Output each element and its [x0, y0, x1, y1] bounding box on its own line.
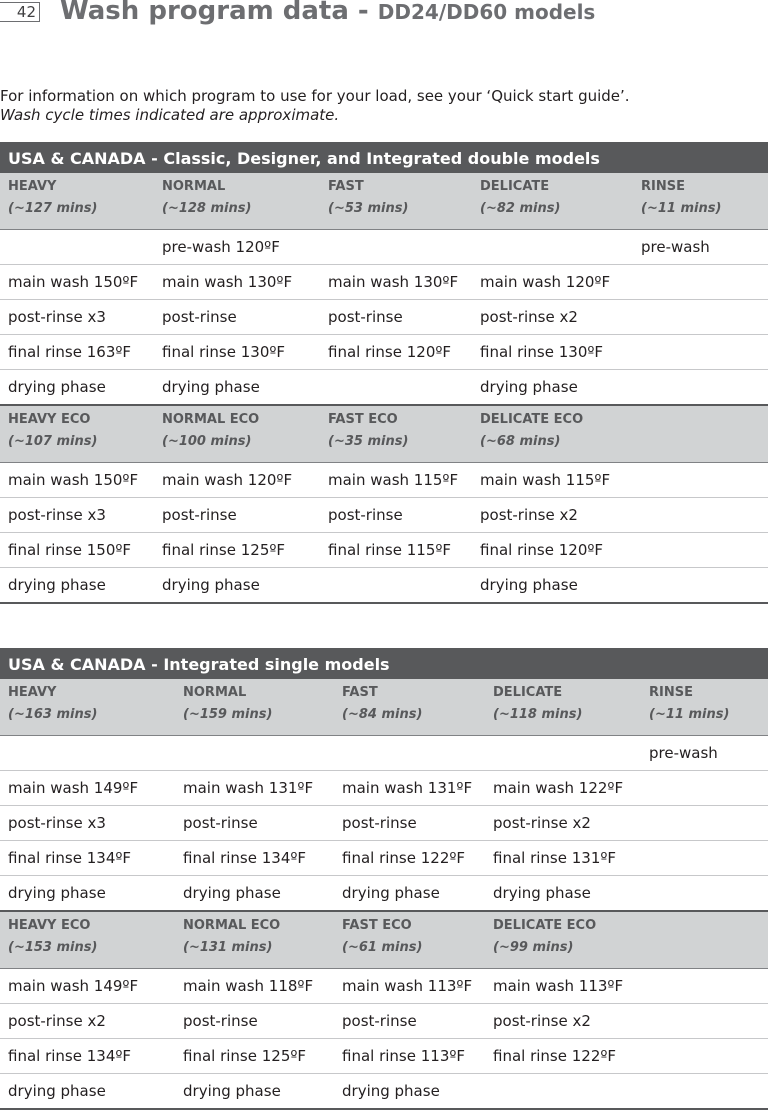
wash-program-table — [0, 679, 768, 1110]
phase-row — [0, 265, 768, 300]
phase-row — [0, 969, 768, 1004]
phase-cell: final rinse 113ºF — [334, 1039, 485, 1074]
phase-cell: main wash 115ºF — [320, 463, 472, 498]
phase-cell — [0, 230, 154, 265]
program-header-cell — [633, 173, 768, 230]
program-duration: (~61 mins) — [342, 940, 423, 955]
phase-cell: main wash 149ºF — [0, 969, 175, 1004]
phase-cell: drying phase — [472, 370, 633, 406]
phase-cell: final rinse 134ºF — [0, 841, 175, 876]
phase-row — [0, 841, 768, 876]
phase-row — [0, 335, 768, 370]
phase-row — [0, 1004, 768, 1039]
phase-cell: drying phase — [485, 876, 641, 912]
phase-cell — [641, 771, 768, 806]
phase-cell — [0, 736, 175, 771]
phase-cell: final rinse 163ºF — [0, 335, 154, 370]
phase-cell: post-rinse — [154, 498, 320, 533]
program-duration: (~68 mins) — [480, 434, 561, 449]
intro-note: Wash cycle times indicated are approximate. — [0, 106, 340, 124]
program-name: RINSE — [649, 685, 693, 700]
phase-cell: main wash 122ºF — [485, 771, 641, 806]
phase-cell: final rinse 125ºF — [154, 533, 320, 568]
program-header-cell — [472, 173, 633, 230]
phase-cell — [641, 841, 768, 876]
phase-row — [0, 230, 768, 265]
phase-cell: post-rinse x2 — [0, 1004, 175, 1039]
phase-cell: main wash 131ºF — [334, 771, 485, 806]
phase-cell — [633, 335, 768, 370]
phase-cell — [633, 533, 768, 568]
phase-cell: main wash 113ºF — [334, 969, 485, 1004]
program-header-cell — [334, 911, 485, 969]
program-name: FAST ECO — [328, 412, 398, 427]
phase-cell: post-rinse x3 — [0, 498, 154, 533]
phase-cell: main wash 131ºF — [175, 771, 334, 806]
program-name: FAST — [328, 179, 364, 194]
phase-cell: final rinse 134ºF — [175, 841, 334, 876]
phase-cell — [633, 463, 768, 498]
phase-cell: final rinse 150ºF — [0, 533, 154, 568]
phase-cell — [485, 1074, 641, 1110]
phase-cell: final rinse 130ºF — [472, 335, 633, 370]
program-name: HEAVY ECO — [8, 918, 91, 933]
program-name: FAST ECO — [342, 918, 412, 933]
program-name: HEAVY — [8, 179, 57, 194]
phase-cell: main wash 130ºF — [320, 265, 472, 300]
wash-program-table — [0, 173, 768, 604]
phase-row — [0, 300, 768, 335]
phase-cell: post-rinse — [154, 300, 320, 335]
page-number: 42 — [0, 2, 40, 22]
phase-cell: main wash 150ºF — [0, 463, 154, 498]
phase-cell — [320, 370, 472, 406]
program-header-cell — [0, 679, 175, 736]
phase-row — [0, 771, 768, 806]
program-name: DELICATE — [480, 179, 550, 194]
phase-cell: final rinse 122ºF — [485, 1039, 641, 1074]
phase-cell: drying phase — [154, 568, 320, 604]
phase-cell: main wash 130ºF — [154, 265, 320, 300]
phase-cell: drying phase — [334, 876, 485, 912]
phase-cell — [641, 1004, 768, 1039]
section-title: USA & CANADA - Classic, Designer, and Integrated double models — [0, 142, 768, 173]
section-single-models — [0, 648, 768, 1110]
program-header-row — [0, 679, 768, 736]
phase-cell: post-rinse — [320, 300, 472, 335]
program-header-row — [0, 911, 768, 969]
phase-cell — [320, 230, 472, 265]
program-header-cell — [320, 405, 472, 463]
phase-cell: post-rinse x2 — [472, 300, 633, 335]
phase-cell: drying phase — [175, 876, 334, 912]
program-header-row — [0, 405, 768, 463]
phase-cell: post-rinse x2 — [472, 498, 633, 533]
program-name: HEAVY — [8, 685, 57, 700]
phase-cell: post-rinse — [175, 1004, 334, 1039]
page-title-main: Wash program data - — [60, 0, 378, 26]
program-header-cell — [485, 911, 641, 969]
phase-cell — [633, 265, 768, 300]
phase-cell: post-rinse — [334, 1004, 485, 1039]
program-header-cell — [641, 911, 768, 969]
program-duration: (~153 mins) — [8, 940, 98, 955]
program-header-cell — [0, 405, 154, 463]
program-header-cell — [485, 679, 641, 736]
program-name: NORMAL ECO — [183, 918, 281, 933]
phase-row — [0, 568, 768, 604]
phase-cell: post-rinse x3 — [0, 300, 154, 335]
phase-row — [0, 463, 768, 498]
phase-row — [0, 498, 768, 533]
phase-cell — [641, 806, 768, 841]
phase-cell: post-rinse x2 — [485, 1004, 641, 1039]
program-duration: (~35 mins) — [328, 434, 409, 449]
phase-cell: final rinse 125ºF — [175, 1039, 334, 1074]
phase-cell: pre-wash — [641, 736, 768, 771]
phase-cell: main wash 150ºF — [0, 265, 154, 300]
program-duration: (~84 mins) — [342, 707, 423, 722]
program-header-cell — [154, 405, 320, 463]
program-duration: (~127 mins) — [8, 201, 98, 216]
program-name: HEAVY ECO — [8, 412, 91, 427]
phase-cell: drying phase — [0, 876, 175, 912]
phase-cell: drying phase — [154, 370, 320, 406]
phase-row — [0, 806, 768, 841]
program-name: DELICATE ECO — [480, 412, 584, 427]
phase-cell: main wash 120ºF — [472, 265, 633, 300]
program-duration: (~131 mins) — [183, 940, 273, 955]
program-duration: (~53 mins) — [328, 201, 409, 216]
program-header-cell — [320, 173, 472, 230]
phase-cell — [485, 736, 641, 771]
phase-row — [0, 370, 768, 406]
phase-row — [0, 736, 768, 771]
phase-cell: final rinse 130ºF — [154, 335, 320, 370]
section-double-models — [0, 142, 768, 604]
program-duration: (~11 mins) — [649, 707, 730, 722]
phase-cell: post-rinse x3 — [0, 806, 175, 841]
program-header-cell — [175, 679, 334, 736]
phase-cell: drying phase — [175, 1074, 334, 1110]
phase-cell — [633, 370, 768, 406]
program-header-cell — [633, 405, 768, 463]
phase-cell: main wash 115ºF — [472, 463, 633, 498]
phase-cell: pre-wash — [633, 230, 768, 265]
phase-cell: post-rinse — [320, 498, 472, 533]
phase-cell — [175, 736, 334, 771]
phase-cell: main wash 120ºF — [154, 463, 320, 498]
phase-cell: drying phase — [472, 568, 633, 604]
phase-cell: final rinse 122ºF — [334, 841, 485, 876]
program-duration: (~163 mins) — [8, 707, 98, 722]
phase-cell: post-rinse — [334, 806, 485, 841]
program-name: RINSE — [641, 179, 685, 194]
phase-cell — [633, 568, 768, 604]
program-duration: (~159 mins) — [183, 707, 273, 722]
phase-cell — [633, 498, 768, 533]
phase-cell: pre-wash 120ºF — [154, 230, 320, 265]
program-duration: (~100 mins) — [162, 434, 252, 449]
phase-row — [0, 533, 768, 568]
program-header-cell — [0, 911, 175, 969]
phase-row — [0, 876, 768, 912]
phase-cell — [472, 230, 633, 265]
program-duration: (~118 mins) — [493, 707, 583, 722]
phase-cell — [633, 300, 768, 335]
program-header-cell — [641, 679, 768, 736]
phase-cell — [641, 876, 768, 912]
program-duration: (~82 mins) — [480, 201, 561, 216]
phase-cell — [334, 736, 485, 771]
page-title — [60, 0, 595, 26]
phase-row — [0, 1039, 768, 1074]
program-duration: (~11 mins) — [641, 201, 722, 216]
program-header-cell — [175, 911, 334, 969]
phase-cell: final rinse 120ºF — [472, 533, 633, 568]
phase-cell: drying phase — [334, 1074, 485, 1110]
program-name: DELICATE — [493, 685, 563, 700]
phase-cell: final rinse 120ºF — [320, 335, 472, 370]
phase-cell: drying phase — [0, 1074, 175, 1110]
phase-cell — [641, 1039, 768, 1074]
program-header-cell — [472, 405, 633, 463]
program-name: NORMAL — [183, 685, 247, 700]
phase-cell: post-rinse x2 — [485, 806, 641, 841]
page-title-models: DD24/DD60 models — [377, 0, 596, 24]
intro-text — [0, 87, 630, 125]
phase-cell: final rinse 131ºF — [485, 841, 641, 876]
phase-cell: main wash 149ºF — [0, 771, 175, 806]
phase-cell: main wash 118ºF — [175, 969, 334, 1004]
program-header-cell — [334, 679, 485, 736]
program-name: DELICATE ECO — [493, 918, 597, 933]
section-title: USA & CANADA - Integrated single models — [0, 648, 768, 679]
program-header-cell — [0, 173, 154, 230]
program-duration: (~128 mins) — [162, 201, 252, 216]
phase-cell — [641, 1074, 768, 1110]
program-duration: (~99 mins) — [493, 940, 574, 955]
program-name: NORMAL ECO — [162, 412, 260, 427]
phase-cell: drying phase — [0, 568, 154, 604]
program-duration: (~107 mins) — [8, 434, 98, 449]
program-header-row — [0, 173, 768, 230]
phase-cell: final rinse 115ºF — [320, 533, 472, 568]
phase-row — [0, 1074, 768, 1110]
phase-cell: final rinse 134ºF — [0, 1039, 175, 1074]
program-name: NORMAL — [162, 179, 226, 194]
intro-line: For information on which program to use for your load, see your ‘Quick start guide’. — [0, 87, 630, 105]
program-header-cell — [154, 173, 320, 230]
phase-cell — [320, 568, 472, 604]
phase-cell: drying phase — [0, 370, 154, 406]
program-name: FAST — [342, 685, 378, 700]
phase-cell: post-rinse — [175, 806, 334, 841]
phase-cell — [641, 969, 768, 1004]
phase-cell: main wash 113ºF — [485, 969, 641, 1004]
